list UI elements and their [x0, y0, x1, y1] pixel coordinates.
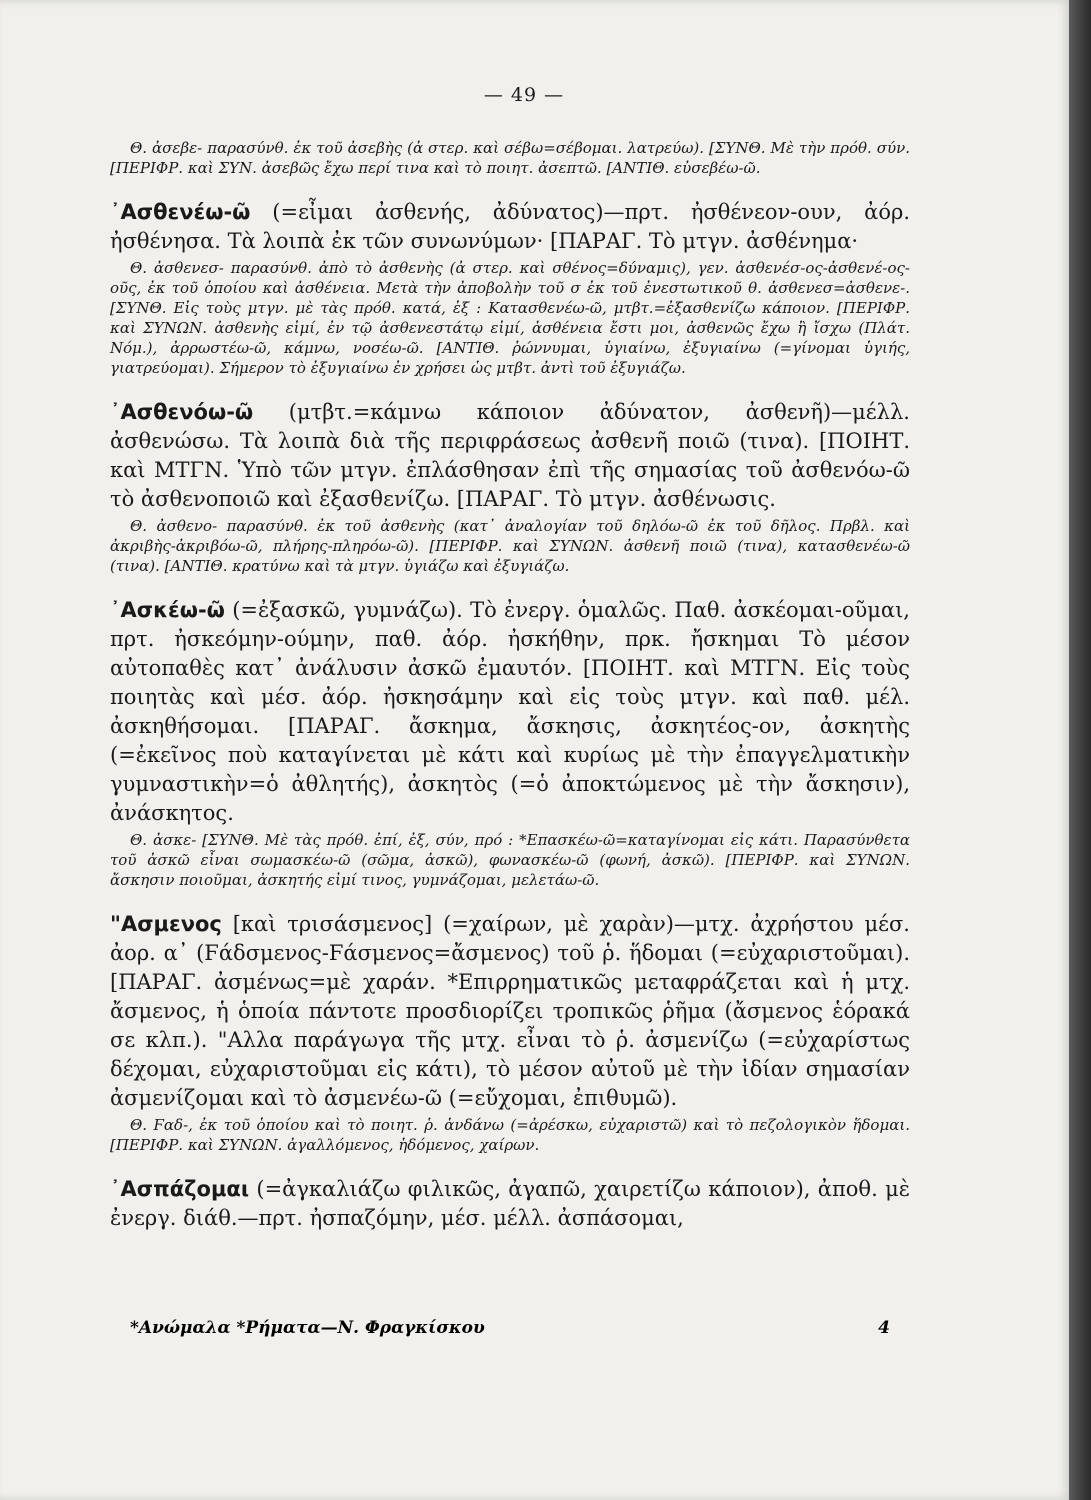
entry-askeo	[110, 596, 910, 890]
entry-lemma-line	[110, 910, 910, 1113]
footer-book-title: *Ανώμαλα *Ρήματα—Ν. Φραγκίσκου	[130, 1318, 485, 1338]
entry-text: [καὶ τρισάσμενος] (=χαίρων, μὲ χαρὰν)—μτχ. ἀχρήστου μέσ. ἀορ. α᾿ (Ϝάδσμενος-Ϝάσμενος=ἄσμενος) τοῦ ῥ. ἥδομαι (=εὐχαριστοῦμαι). [ΠΑΡΑΓ. ἀσμένως=μὲ χαράν. *Επιρρηματικῶς μεταφράζεται καὶ ἡ μτχ. ἄσμενος, ἡ ὁποία πάντοτε προσδιορίζει τροπικῶς ῥῆμα (ἄσμενος ἑόρακά σε κλπ.). "Αλλα παράγωγα τῆς μτχ. εἶναι τὸ ῥ. ἀσμενίζω (=εὐχαρίστως δέχομαι, εὐχαριστοῦμαι εἰς κάτι), τὸ μέσον αὐτοῦ μὲ τὴν ἰδίαν σημασίαν ἀσμενίζομαι καὶ τὸ ἀσμενέω-ῶ (=εὔχομαι, ἐπιθυμῶ).	[110, 912, 910, 1110]
page-edge-shadow	[1069, 0, 1091, 1500]
entry-astheneo	[110, 198, 910, 378]
page-content	[110, 84, 910, 1253]
entry-note: Θ. ἀσεβε- παρασύνθ. ἐκ τοῦ ἀσεβὴς (ἀ στερ. καὶ σέβω=σέβομαι. λατρεύω). [ΣΥΝΘ. Μὲ τὴν πρόθ. σύν. [ΠΕΡΙΦΡ. καὶ ΣΥΝ. ἀσεβῶς ἔχω περί τινα καὶ τὸ ποιητ. ἀσεπτῶ. [ΑΝΤΙΘ. εὐσεβέω-ῶ.	[110, 139, 910, 177]
entry-lemma: ᾿Ασθενέω-ῶ	[110, 200, 251, 224]
entry-lemma-line	[110, 1175, 910, 1233]
entry-asebeo-note	[110, 138, 910, 178]
entry-lemma: ᾿Ασθενόω-ῶ	[110, 400, 254, 424]
entry-lemma-line	[110, 596, 910, 828]
footer-signature-number: 4	[878, 1318, 890, 1338]
entry-note: Θ. ἀσθενεσ- παρασύνθ. ἀπὸ τὸ ἀσθενὴς (ἀ στερ. καὶ σθένος=δύναμις), γεν. ἀσθενέσ-ος-ἀσθενέ-ος-οῦς, ἐκ τοῦ ὁποίου καὶ ἀσθένεια. Μετὰ τὴν ἀποβολὴν τοῦ σ ἐκ τοῦ ἐνεστωτικοῦ θ. ἀσθενεσ=ἀσθενε-. [ΣΥΝΘ. Εἰς τοὺς μτγν. μὲ τὰς πρόθ. κατά, ἐξ : Κατασθενέω-ῶ, μτβτ.=ἐξασθενίζω κάποιον. [ΠΕΡΙΦΡ. καὶ ΣΥΝΩΝ. ἀσθενὴς εἰμί, ἐν τῷ ἀσθενεστάτῳ εἰμί, ἀσθένεια ἔστι μοι, ἀσθενῶς ἔχω ἢ ἴσχω (Πλάτ. Νόμ.), ἀρρωστέω-ῶ, κάμνω, νοσέω-ῶ. [ΑΝΤΙΘ. ῥώννυμαι, ὑγιαίνω, ἐξυγιαίνω (=γίνομαι ὑγιής, γιατρεύομαι). Σήμερον τὸ ἐξυγιαίνω ἐν χρήσει ὡς μτβτ. ἀντὶ τοῦ ἐξυγιάζω.	[110, 259, 910, 377]
entry-text: (=ἐξασκῶ, γυμνάζω). Τὸ ἐνεργ. ὁμαλῶς. Παθ. ἀσκέομαι-οῦμαι, πρτ. ἠσκεόμην-ούμην, παθ. ἀόρ. ἠσκήθην, πρκ. ἤσκημαι Τὸ μέσον αὐτοπαθὲς κατ᾿ ἀνάλυσιν ἀσκῶ ἐμαυτόν. [ΠΟΙΗΤ. καὶ ΜΤΓΝ. Εἰς τοὺς ποιητὰς καὶ μέσ. ἀόρ. ἠσκησάμην καὶ εἰς τοὺς μτγν. καὶ παθ. μέλ. ἀσκηθήσομαι. [ΠΑΡΑΓ. ἄσκημα, ἄσκησις, ἀσκητέος-ον, ἀσκητὴς (=ἐκεῖνος ποὺ καταγίνεται μὲ κάτι καὶ κυρίως μὲ τὴν ἐπαγγελματικὴν γυμναστικὴν=ὁ ἀθλητής), ἀσκητὸς (=ὁ ἀποκτώμενος μὲ τὴν ἄσκησιν), ἀνάσκητος.	[110, 598, 910, 825]
entry-lemma-line	[110, 198, 910, 256]
entry-text: (μτβτ.=κάμνω κάποιον ἀδύνατον, ἀσθενῆ)—μέλλ. ἀσθενώσω. Τὰ λοιπὰ διὰ τῆς περιφράσεως ἀσθενῆ ποιῶ (τινα). [ΠΟΙΗΤ. καὶ ΜΤΓΝ. Ὑπὸ τῶν μτγν. ἐπλάσθησαν ἐπὶ τῆς σημασίας τοῦ ἀσθενόω-ῶ τὸ ἀσθενοποιῶ καὶ ἐξασθενίζω. [ΠΑΡΑΓ. Τὸ μτγν. ἀσθένωσις.	[110, 400, 910, 511]
entry-note: Θ. Ϝαδ-, ἐκ τοῦ ὁποίου καὶ τὸ ποιητ. ῥ. ἁνδάνω (=ἀρέσκω, εὐχαριστῶ) καὶ τὸ πεζολογικὸν ἥδομαι. [ΠΕΡΙΦΡ. καὶ ΣΥΝΩΝ. ἀγαλλόμενος, ἡδόμενος, χαίρων.	[110, 1116, 910, 1154]
page-footer	[130, 1318, 890, 1338]
entry-lemma-line	[110, 398, 910, 514]
page-number: — 49 —	[483, 84, 565, 106]
entry-note: Θ. ἀσκε- [ΣΥΝΘ. Μὲ τὰς πρόθ. ἐπί, ἐξ, σύν, πρό : *Επασκέω-ῶ=καταγίνομαι εἰς κάτι. Παρασύνθετα τοῦ ἀσκῶ εἶναι σωμασκέω-ῶ (σῶμα, ἀσκῶ), φωνασκέω-ῶ (φωνή, ἀσκῶ). [ΠΕΡΙΦΡ. καὶ ΣΥΝΩΝ. ἄσκησιν ποιοῦμαι, ἀσκητής εἰμί τινος, γυμνάζομαι, μελετάω-ῶ.	[110, 831, 910, 889]
entry-lemma: ᾿Ασπάζομαι	[110, 1177, 250, 1201]
entry-text: (=ἀγκαλιάζω φιλικῶς, ἀγαπῶ, χαιρετίζω κάποιον), ἀποθ. μὲ ἐνεργ. διάθ.—πρτ. ἠσπαζόμην, μέσ. μέλλ. ἀσπάσομαι,	[110, 1177, 910, 1230]
entry-note: Θ. ἀσθενο- παρασύνθ. ἐκ τοῦ ἀσθενὴς (κατ᾿ ἀναλογίαν τοῦ δηλόω-ῶ ἐκ τοῦ δῆλος. Πρβλ. καὶ ἀκριβὴς-ἀκριβόω-ῶ, πλήρης-πληρόω-ῶ). [ΠΕΡΙΦΡ. καὶ ΣΥΝΩΝ. ἀσθενῆ ποιῶ (τινα), κατασθενέω-ῶ (τινα). [ΑΝΤΙΘ. κρατύνω καὶ τὰ μτγν. ὑγιάζω καὶ ἐξυγιάζω.	[110, 517, 910, 575]
entry-lemma: "Ασμενος	[110, 912, 222, 936]
entry-text: (=εἶμαι ἀσθενής, ἀδύνατος)—πρτ. ἠσθένεον-ουν, ἀόρ. ἠσθένησα. Τὰ λοιπὰ ἐκ τῶν συνωνύμων· [ΠΑΡΑΓ. Τὸ μτγν. ἀσθένημα·	[110, 200, 910, 253]
entry-asthenoo	[110, 398, 910, 576]
entry-lemma: ᾿Ασκέω-ῶ	[110, 598, 225, 622]
entry-aspazomai	[110, 1175, 910, 1233]
entry-asmenos	[110, 910, 910, 1155]
